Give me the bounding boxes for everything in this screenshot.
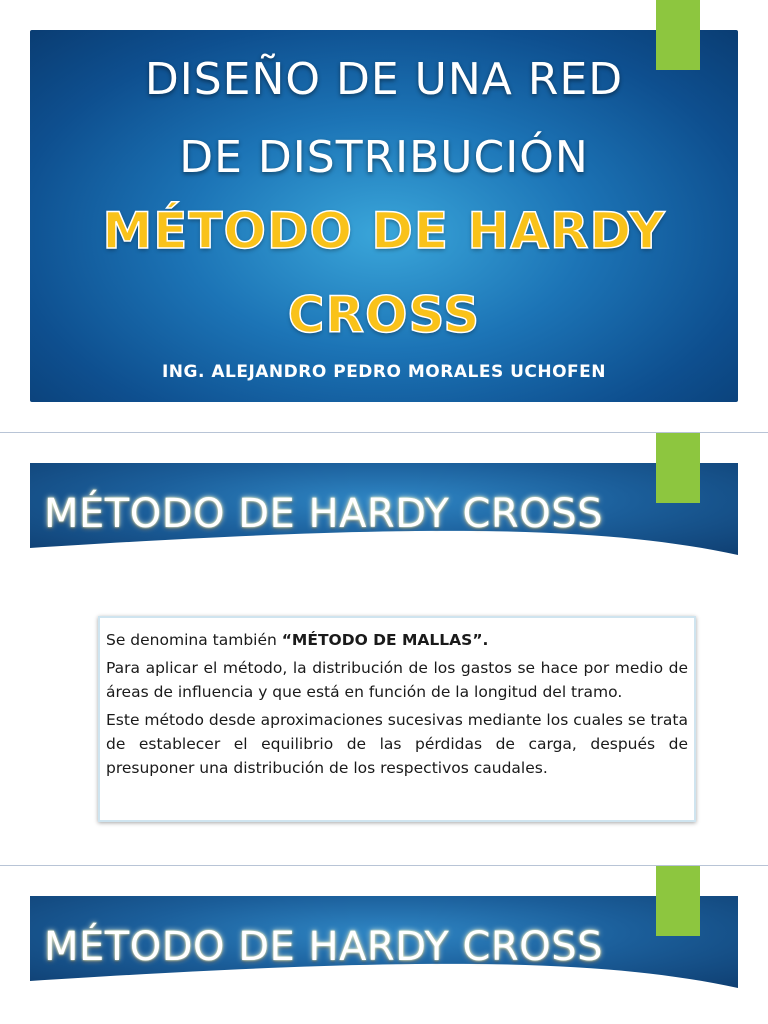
slide-title: MÉTODO DE HARDY CROSS — [44, 924, 603, 970]
paragraph-2: Para aplicar el método, la distribución de los gastos se hace por medio de áreas de influencia y que está en función de la longitud del tramo. — [106, 659, 688, 701]
green-accent-tab — [656, 866, 700, 936]
title-line-2: DE DISTRIBUCIÓN — [179, 132, 589, 183]
author-name: ING. ALEJANDRO PEDRO MORALES UCHOFEN — [161, 362, 607, 382]
paragraph-1-text: Se denomina también — [106, 631, 282, 649]
slide-3 — [0, 866, 768, 1024]
paragraph-1 — [106, 628, 688, 652]
slide-1 — [0, 0, 768, 432]
paragraph-1-bold: “MÉTODO DE MALLAS”. — [281, 631, 489, 649]
content-textbox — [98, 616, 696, 822]
slide-title: MÉTODO DE HARDY CROSS — [44, 491, 603, 537]
paragraph-3: Este método desde aproximaciones sucesivas mediante los cuales se trata de establecer el equilibrio de las pérdidas de carga, después de presuponer una distribución de los respectivos caudales. — [106, 711, 688, 777]
subtitle-line-1: MÉTODO DE HARDY — [102, 202, 666, 260]
title-line-1: DISEÑO DE UNA RED — [144, 54, 624, 105]
green-accent-tab — [656, 433, 700, 503]
slide-2 — [0, 433, 768, 865]
subtitle-line-2: CROSS — [287, 286, 481, 344]
